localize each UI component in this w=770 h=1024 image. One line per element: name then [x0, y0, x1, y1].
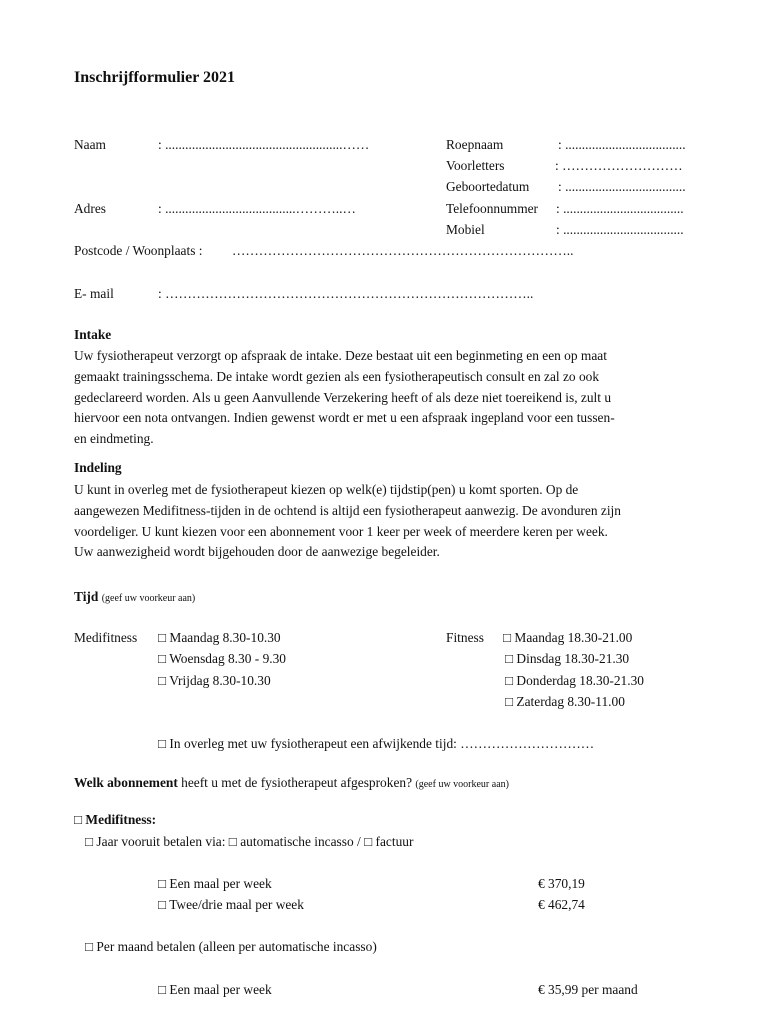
jaar-price-twee-drie: € 462,74: [538, 897, 585, 912]
adres-field[interactable]: : .......................................………..…: [158, 201, 356, 216]
naam-field[interactable]: : .....................................................……: [158, 137, 370, 152]
roepnaam-label: Roepnaam: [446, 137, 504, 152]
fitness-option-dinsdag[interactable]: □ Dinsdag 18.30-21.30: [505, 651, 630, 666]
geboortedatum-field[interactable]: : ....................................: [558, 179, 686, 194]
geboortedatum-label: Geboortedatum: [446, 179, 530, 194]
intake-line: en eindmeting.: [74, 431, 154, 447]
email-label: E- mail: [74, 286, 114, 301]
indeling-line: U kunt in overleg met de fysiotherapeut kiezen op welk(e) tijdstip(pen) u komt sporten. Op de: [74, 482, 579, 497]
fitness-time-label: Fitness: [446, 630, 484, 645]
intake-line: gemaakt trainingsschema. De intake wordt gezien als een fysiotherapeutisch consult en zal zo ook: [74, 368, 600, 384]
adres-label: Adres: [74, 201, 106, 216]
abonnement-question: heeft u met de fysiotherapeut afgesproken?: [177, 775, 413, 790]
abonnement-heading-row: [74, 775, 509, 793]
indeling-heading: Indeling: [74, 460, 122, 475]
mobiel-label: Mobiel: [446, 222, 485, 237]
maand-option-een-maal[interactable]: □ Een maal per week: [158, 982, 272, 997]
tijd-heading: Tijd: [74, 589, 99, 604]
abonnement-note: (geef uw voorkeur aan): [415, 779, 509, 790]
jaar-option-twee-drie[interactable]: □ Twee/drie maal per week: [158, 897, 304, 912]
maand-price-een-maal: € 35,99 per maand: [538, 982, 638, 997]
fitness-option-maandag[interactable]: □ Maandag 18.30-21.00: [503, 630, 633, 645]
intake-heading: Intake: [74, 327, 112, 342]
abonnement-heading: Welk abonnement: [74, 775, 178, 790]
tijd-note: (geef uw voorkeur aan): [101, 593, 196, 604]
page-title: Inschrijfformulier 2021: [74, 69, 236, 86]
postcode-label: Postcode / Woonplaats :: [74, 243, 203, 258]
mobiel-field[interactable]: : ....................................: [556, 222, 684, 237]
telefoonnummer-label: Telefoonnummer: [446, 201, 539, 216]
naam-label: Naam: [74, 137, 106, 152]
roepnaam-field[interactable]: : ....................................: [558, 137, 686, 152]
postcode-field[interactable]: …………………………………………………………………..: [232, 243, 574, 258]
medifitness-time-label: Medifitness: [74, 630, 138, 645]
telefoonnummer-field[interactable]: : ....................................: [556, 201, 684, 216]
intake-line: Uw fysiotherapeut verzorgt op afspraak de intake. Deze bestaat uit een beginmeting en een op maat: [74, 348, 607, 363]
indeling-text: [74, 480, 710, 563]
intake-line: hiervoor een nota ontvangen. Indien gewenst wordt er met u een afspraak ingepland voor een tussen-: [74, 410, 615, 426]
medifitness-option-maandag[interactable]: □ Maandag 8.30-10.30: [158, 630, 281, 645]
voorletters-field[interactable]: : ………………………: [555, 158, 683, 173]
jaar-option-een-maal[interactable]: □ Een maal per week: [158, 876, 272, 891]
medifitness-checkbox[interactable]: □ Medifitness:: [74, 812, 157, 827]
medifitness-option-woensdag[interactable]: □ Woensdag 8.30 - 9.30: [158, 651, 287, 666]
indeling-line: aangewezen Medifitness-tijden in de ochtend is altijd een fysiotherapeut aanwezig. De avonduren zijn: [74, 502, 621, 518]
tijd-heading-row: [74, 589, 195, 607]
per-maand-option[interactable]: □ Per maand betalen (alleen per automatische incasso): [85, 939, 377, 954]
email-field[interactable]: : ………………………………………………………………………..: [158, 286, 534, 301]
jaar-vooruit-option[interactable]: □ Jaar vooruit betalen via: □ automatische incasso / □ factuur: [85, 834, 414, 849]
jaar-price-een-maal: € 370,19: [538, 876, 585, 891]
fitness-option-donderdag[interactable]: □ Donderdag 18.30-21.30: [505, 673, 644, 688]
indeling-line: voordeliger. U kunt kiezen voor een abonnement voor 1 keer per week of meerdere keren per week.: [74, 523, 608, 539]
intake-text: [74, 346, 710, 450]
overleg-option[interactable]: □ In overleg met uw fysiotherapeut een afwijkende tijd: …………………………: [158, 736, 595, 751]
intake-line: gedeclareerd worden. Als u geen Aanvullende Verzekering heeft of als deze niet toereikend is, zult u: [74, 389, 612, 405]
voorletters-label: Voorletters: [446, 158, 505, 173]
medifitness-option-vrijdag[interactable]: □ Vrijdag 8.30-10.30: [158, 673, 271, 688]
fitness-option-zaterdag[interactable]: □ Zaterdag 8.30-11.00: [505, 694, 625, 709]
indeling-line: Uw aanwezigheid wordt bijgehouden door de aanwezige begeleider.: [74, 544, 440, 560]
